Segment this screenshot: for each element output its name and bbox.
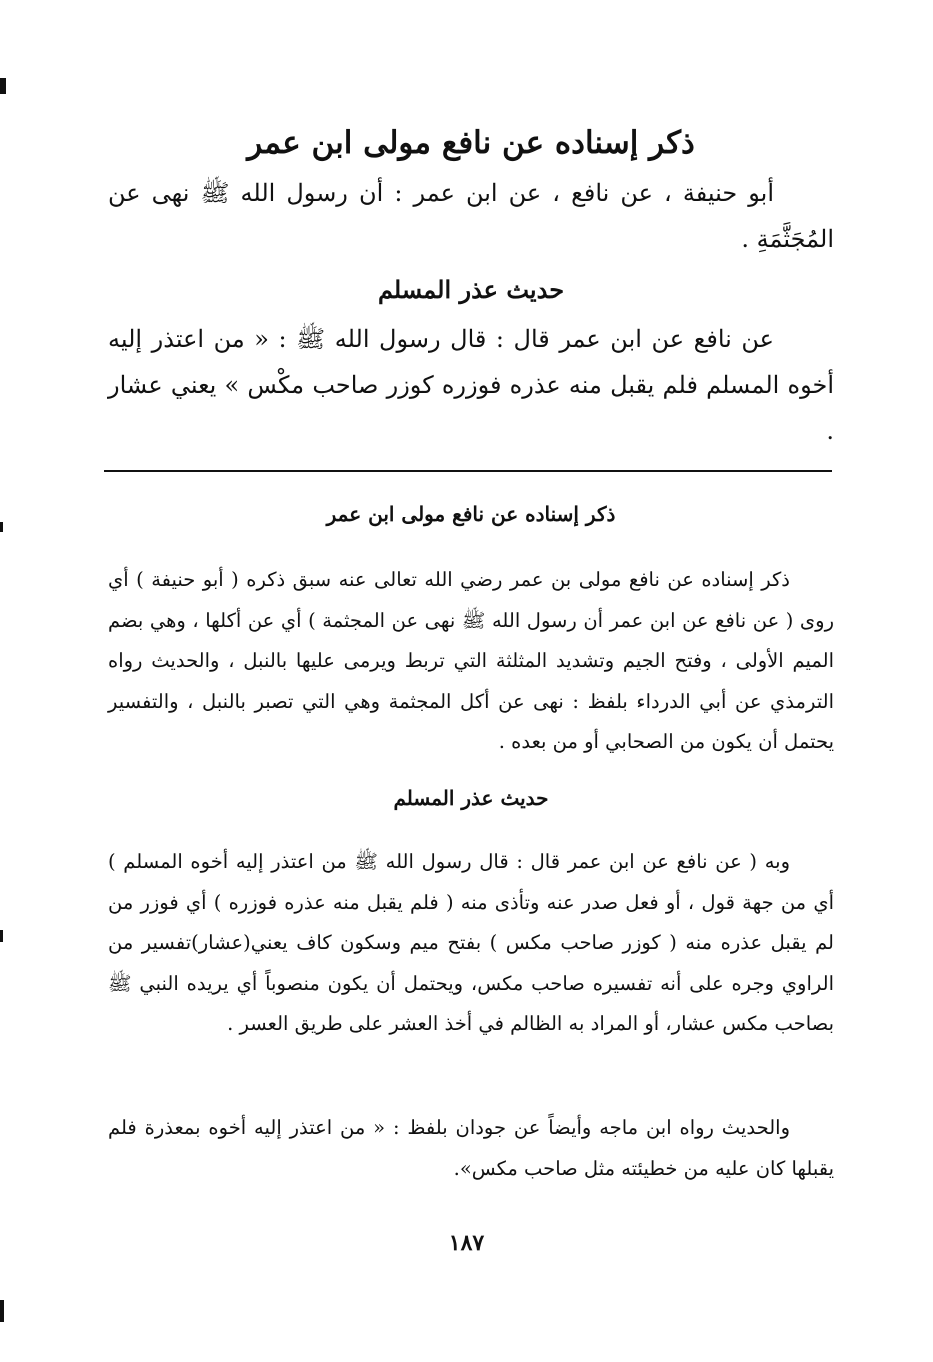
matn-title: ذكر إسناده عن نافع مولى ابن عمر	[247, 125, 695, 161]
sharh-paragraph-2-text: وبه ( عن نافع عن ابن عمر قال : قال رسول الله ﷺ من اعتذر إليه أخوه المسلم ) أي من جهة قول ، أو فعل صدر عنه وتأذى منه ( فلم يقبل منه عذره فوزره ) أي فوزر من لم يقبل عذره منه ( كوزر صاحب مكس ) بفتح ميم وسكون كاف يعني(عشار)تفسير من الراوي وجره على أنه تفسيره صاحب مكس، ويحتمل أن يكون منصوباً أي يريده النبي ﷺ بصاحب مكس عشار، أو المراد به الظالم في أخذ العشر على طريق العسر .	[108, 850, 834, 1035]
matn-subtitle: حديث عذر المسلم	[377, 275, 565, 304]
sharh-paragraph-2	[108, 842, 834, 1045]
scan-edge-mark	[0, 930, 3, 942]
sharh-paragraph-3	[108, 1108, 834, 1189]
sharh-paragraph-1	[108, 560, 834, 763]
matn-hadith-2-text: عن نافع عن ابن عمر قال : قال رسول الله ﷺ : « من اعتذر إليه أخوه المسلم فلم يقبل منه عذره فوزره كوزر صاحب مكْس » يعني عشار .	[108, 325, 834, 445]
matn-hadith-1	[108, 170, 834, 262]
scan-edge-mark	[0, 522, 3, 532]
sharh-title: ذكر إسناده عن نافع مولى ابن عمر	[326, 502, 616, 526]
sharh-paragraph-1-text: ذكر إسناده عن نافع مولى بن عمر رضي الله تعالى عنه سبق ذكره ( أبو حنيفة ) أي روى ( عن نافع عن ابن عمر أن رسول الله ﷺ نهى عن المجثمة ) أي عن أكلها ، وهي بضم الميم الأولى ، وفتح الجيم وتشديد المثلثة التي تربط ويرمى عليها بالنبل ، والحديث رواه الترمذي عن أبي الدرداء بلفظ : نهى عن أكل المجثمة وهي التي تصبر بالنبل ، والتفسير يحتمل أن يكون من الصحابي أو من بعده .	[108, 568, 834, 753]
page-number: ١٨٧	[448, 1230, 485, 1256]
matn-hadith-1-text: أبو حنيفة ، عن نافع ، عن ابن عمر : أن رسول الله ﷺ نهى عن المُجَثَّمَةِ .	[108, 179, 834, 253]
sharh-paragraph-3-text: والحديث رواه ابن ماجه وأيضاً عن جودان بلفظ : « من اعتذر إليه أخوه بمعذرة فلم يقبلها كان عليه من خطيئته مثل صاحب مكس».	[108, 1116, 834, 1180]
scan-edge-mark	[0, 78, 6, 94]
matn-hadith-2	[108, 316, 834, 454]
footnote-divider	[104, 470, 832, 472]
scan-edge-mark	[0, 1300, 4, 1322]
sharh-subtitle: حديث عذر المسلم	[393, 786, 549, 810]
